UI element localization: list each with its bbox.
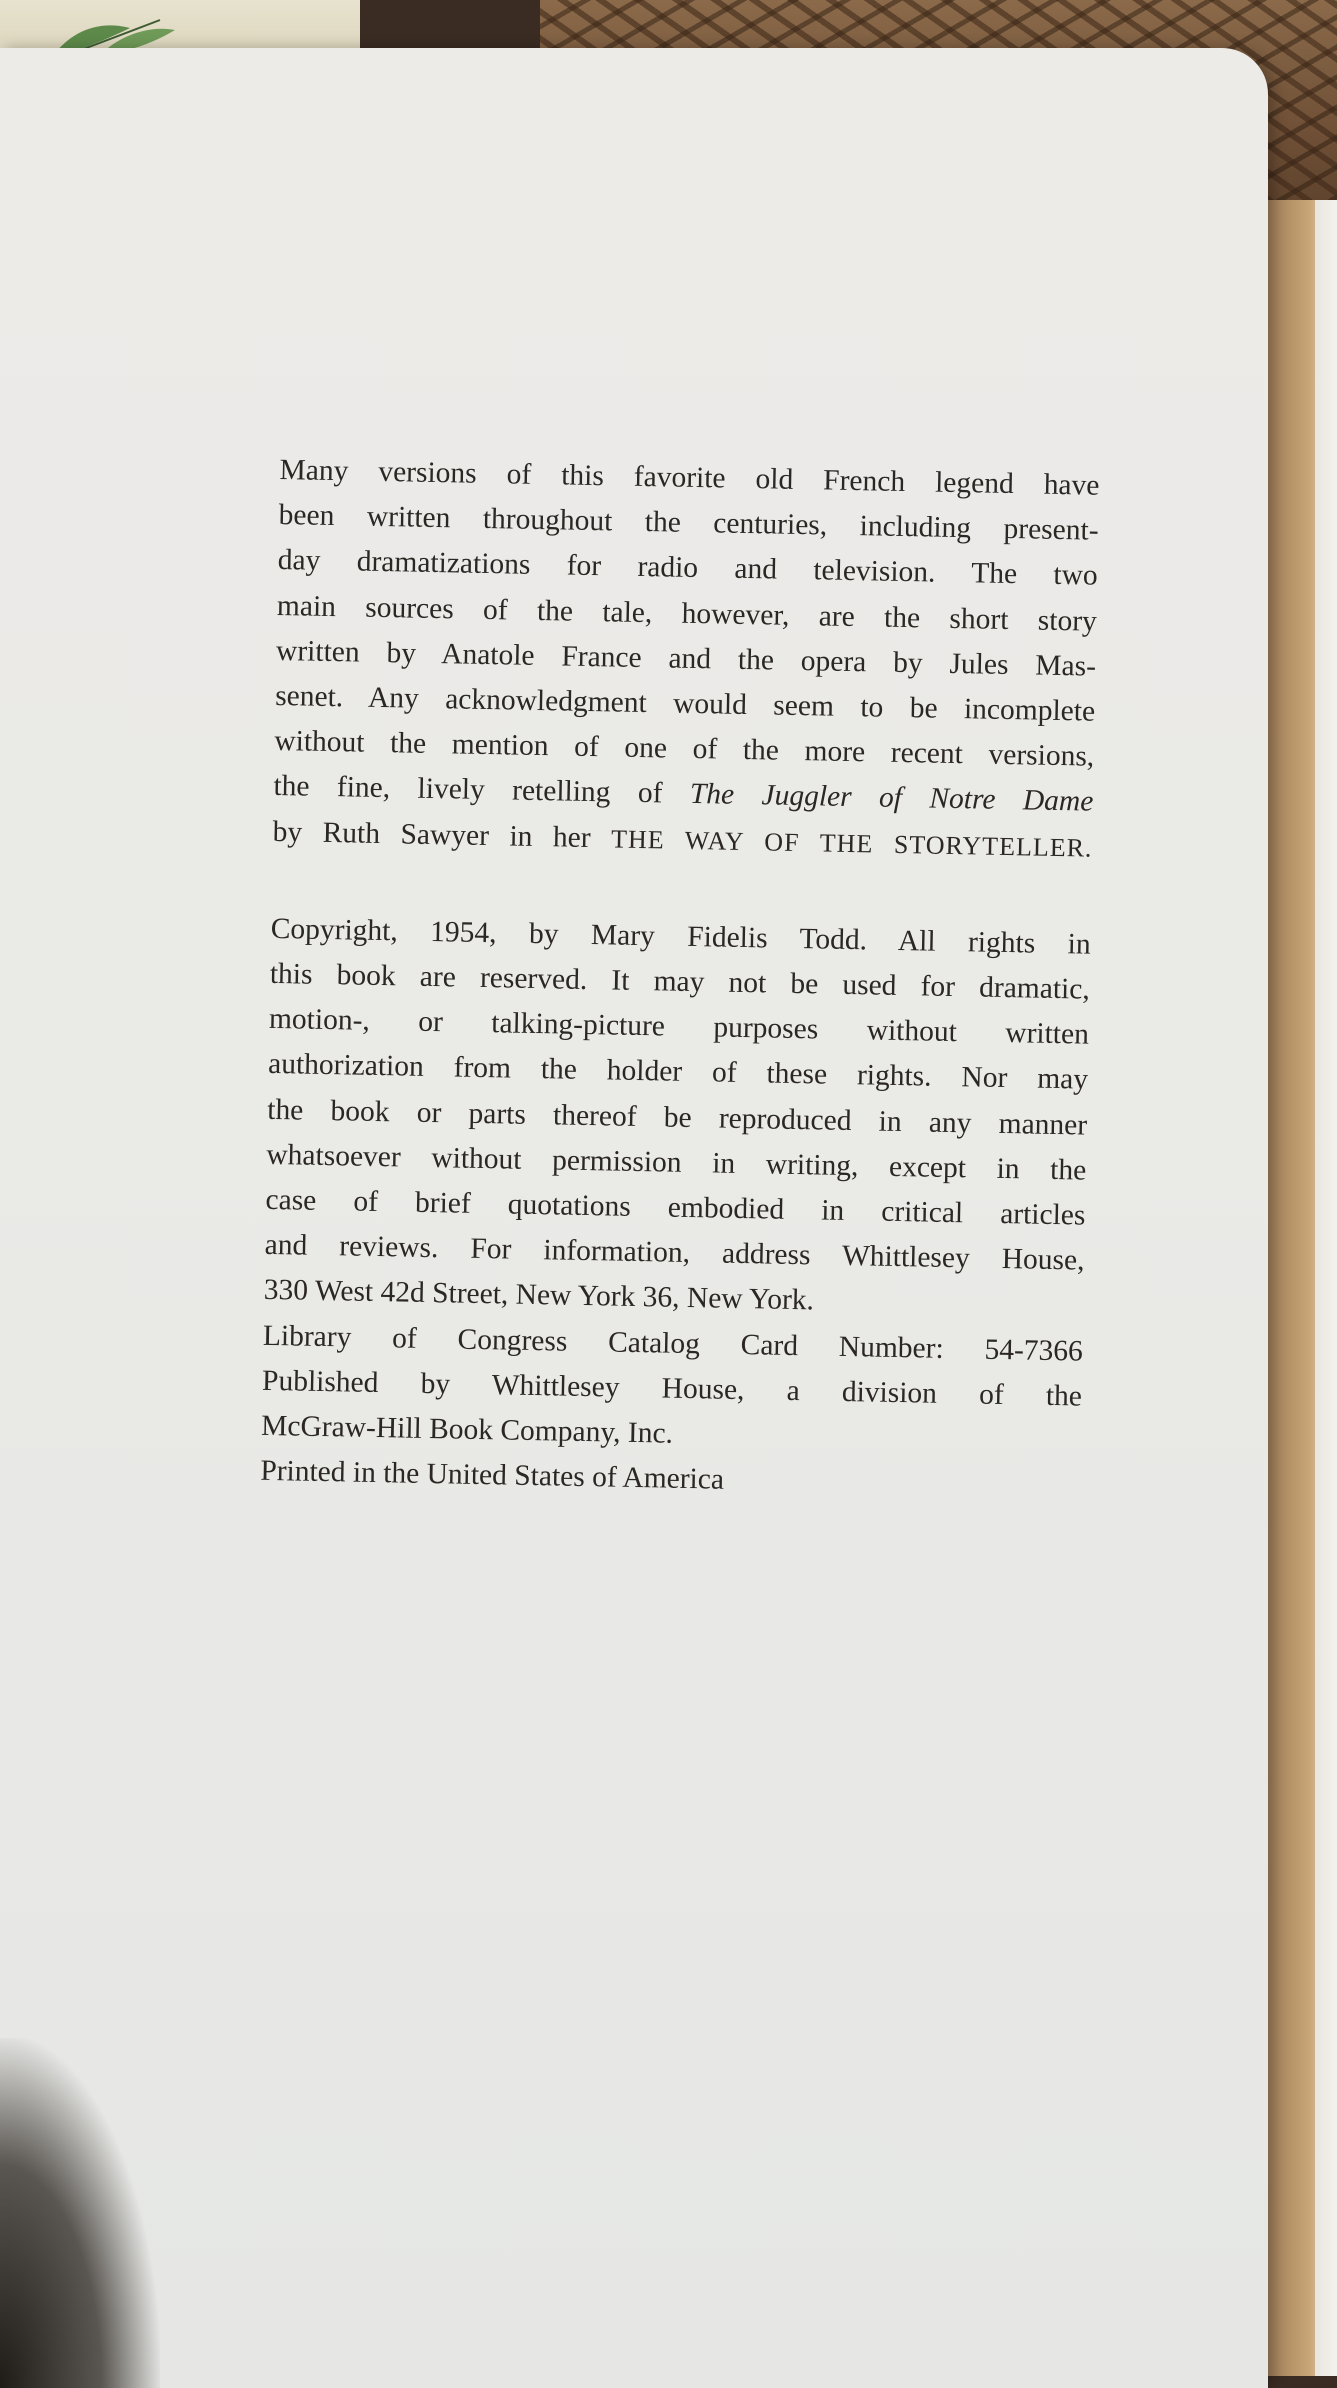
text-fragment: by Ruth Sawyer in her xyxy=(272,815,612,855)
text-line: authorization from the holder of these rights. Nor may xyxy=(267,1048,1089,1097)
text-line: whatsoever without permission in writing, except in the xyxy=(266,1138,1087,1187)
book-title-small-caps: THE WAY OF THE STORYTELLER. xyxy=(610,824,1093,863)
text-line: been written throughout the centuries, including present- xyxy=(278,499,1099,547)
text-line: senet. Any acknowledgment would seem to be incomplete xyxy=(274,679,1096,728)
text-fragment: the fine, lively retelling of xyxy=(273,770,691,811)
text-line: 330 West 42d Street, New York 36, New York. xyxy=(263,1274,815,1317)
background-edge xyxy=(1315,200,1337,2376)
text-line: Library of Congress Catalog Card Number: 54-7366 xyxy=(262,1319,1084,1368)
text-line: motion-, or talking-picture purposes without written xyxy=(268,1003,1090,1051)
text-line: Many versions of this favorite old French legend have xyxy=(279,453,1100,502)
text-line: this book are reserved. It may not be used for dramatic, xyxy=(269,957,1091,1006)
acknowledgment-paragraph xyxy=(272,448,1100,870)
book-page xyxy=(0,48,1268,2388)
text-line: the book or parts thereof be reproduced in any manner xyxy=(266,1093,1088,1142)
text-line: case of brief quotations embodied in critical articles xyxy=(265,1183,1086,1232)
hand-shadow xyxy=(0,2038,160,2388)
text-line: Printed in the United States of America xyxy=(260,1455,725,1496)
text-line: Copyright, 1954, by Mary Fidelis Todd. All rights in xyxy=(270,912,1091,961)
copyright-paragraph xyxy=(263,907,1091,1329)
text-line: without the mention of one of the more recent versions, xyxy=(274,725,1095,773)
page-text xyxy=(260,448,1100,1510)
book-title: The Juggler of Notre Dame xyxy=(689,778,1094,819)
text-line: written by Anatole France and the opera by Jules Mas- xyxy=(275,634,1097,683)
text-line: day dramatizations for radio and television. The two xyxy=(277,544,1098,593)
publisher-info xyxy=(261,1359,1083,1465)
text-line: and reviews. For information, address Whittlesey House, xyxy=(264,1229,1085,1277)
text-line: McGraw-Hill Book Company, Inc. xyxy=(260,1409,674,1450)
text-line: Published by Whittlesey House, a division of the xyxy=(261,1364,1083,1413)
text-line: main sources of the tale, however, are the short story xyxy=(276,589,1098,638)
